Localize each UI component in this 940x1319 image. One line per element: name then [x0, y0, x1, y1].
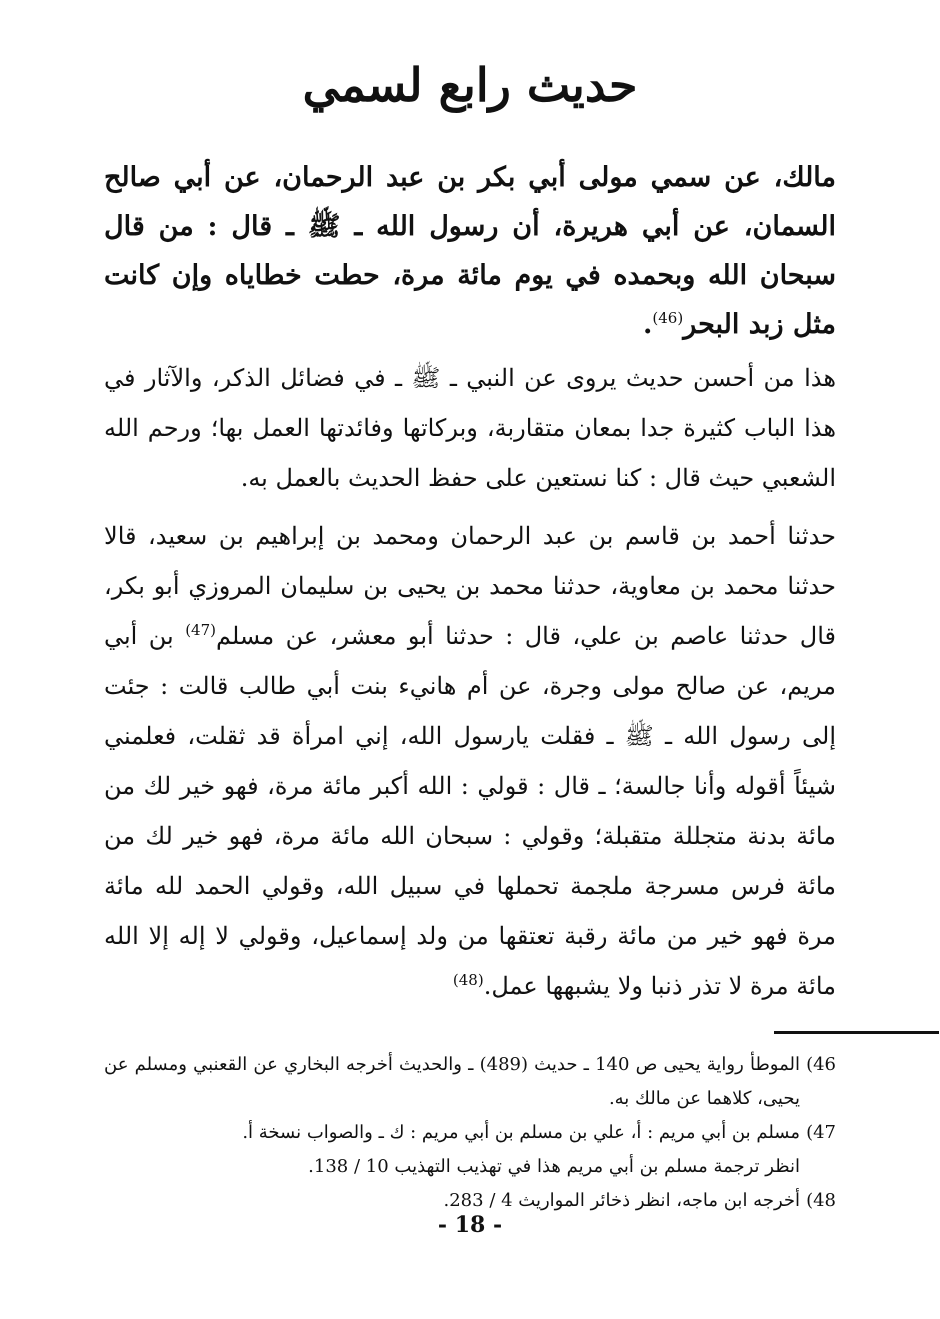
footnote-ref-46: (46) [652, 309, 684, 328]
footnote-text: انظر ترجمة مسلم بن أبي مريم هذا في تهذيب التهذيب 10 / 138. [308, 1156, 800, 1178]
hadith-text [104, 153, 836, 349]
isnad-part-1: حدثنا أحمد بن قاسم بن عبد الرحمان ومحمد بن إبراهيم بن سعيد، قالا حدثنا محمد بن معاوية، حدثنا محمد بن يحيى بن سليمان المروزي أبو بكر، قال حدثنا عاصم بن علي، قال : حدثنا أبو معشر، عن مسلم [104, 522, 836, 651]
page-number: - 18 - [437, 1212, 503, 1238]
footnote-divider [774, 1031, 939, 1034]
footnote-47 [104, 1116, 836, 1150]
footnote-text: مسلم بن أبي مريم : أ، علي بن مسلم بن أبي مريم : ك ـ والصواب نسخة أ. [242, 1122, 800, 1144]
footnote-46 [104, 1048, 836, 1116]
footnote-number: 48) [806, 1190, 836, 1212]
footnote-47-continued [104, 1150, 836, 1184]
page-title: حديث رابع لسمي [302, 58, 638, 112]
footnotes [104, 1048, 836, 1218]
footnote-text: الموطأ رواية يحيى ص 140 ـ حديث (489) ـ والحديث أخرجه البخاري عن القعنبي ومسلم عن يحيى، كلاهما عن مالك به. [104, 1054, 800, 1110]
isnad-part-2: بن أبي مريم، عن صالح مولى وجرة، عن أم هانيء بنت أبي طالب قالت : جئت إلى رسول الله ـ ﷺ ـ فقلت يارسول الله، إني امرأة قد ثقلت، فعلمني شيئاً أقوله وأنا جالسة؛ ـ قال : قولي : الله أكبر مائة مرة، فهو خير لك من مائة بدنة متجللة متقبلة؛ وقولي : سبحان الله مائة مرة، فهو خير لك من مائة فرس مسرجة ملجمة تحملها في سبيل الله، وقولي الحمد لله مائة مرة فهو خير من مائة رقبة تعتقها من ولد إسماعيل، وقولي لا إله إلا الله مائة مرة لا تذر ذنبا ولا يشبهها عمل. [104, 622, 837, 1001]
footnote-number: 47) [806, 1122, 836, 1144]
footnote-text: أخرجه ابن ماجه، انظر ذخائر المواريث 4 / 283. [443, 1190, 800, 1212]
isnad-paragraph [104, 511, 836, 1011]
hadith-end: . [642, 309, 653, 341]
footnote-ref-48: (48) [452, 971, 484, 990]
hadith-body: مالك، عن سمي مولى أبي بكر بن عبد الرحمان، عن أبي صالح السمان، عن أبي هريرة، أن رسول الله ـ ﷺ ـ قال : من قال سبحان الله وبحمده في يوم مائة مرة، حطت خطاياه وإن كانت مثل زبد البحر [104, 162, 836, 341]
footnote-ref-47: (47) [185, 621, 216, 640]
commentary-paragraph: هذا من أحسن حديث يروى عن النبي ـ ﷺ ـ في فضائل الذكر، والآثار في هذا الباب كثيرة جدا بمعان متقاربة، وبركاتها وفائدتها العمل بها؛ ورحم الله الشعبي حيث قال : كنا نستعين على حفظ الحديث بالعمل به. [104, 364, 836, 493]
footnote-number: 46) [806, 1054, 836, 1076]
